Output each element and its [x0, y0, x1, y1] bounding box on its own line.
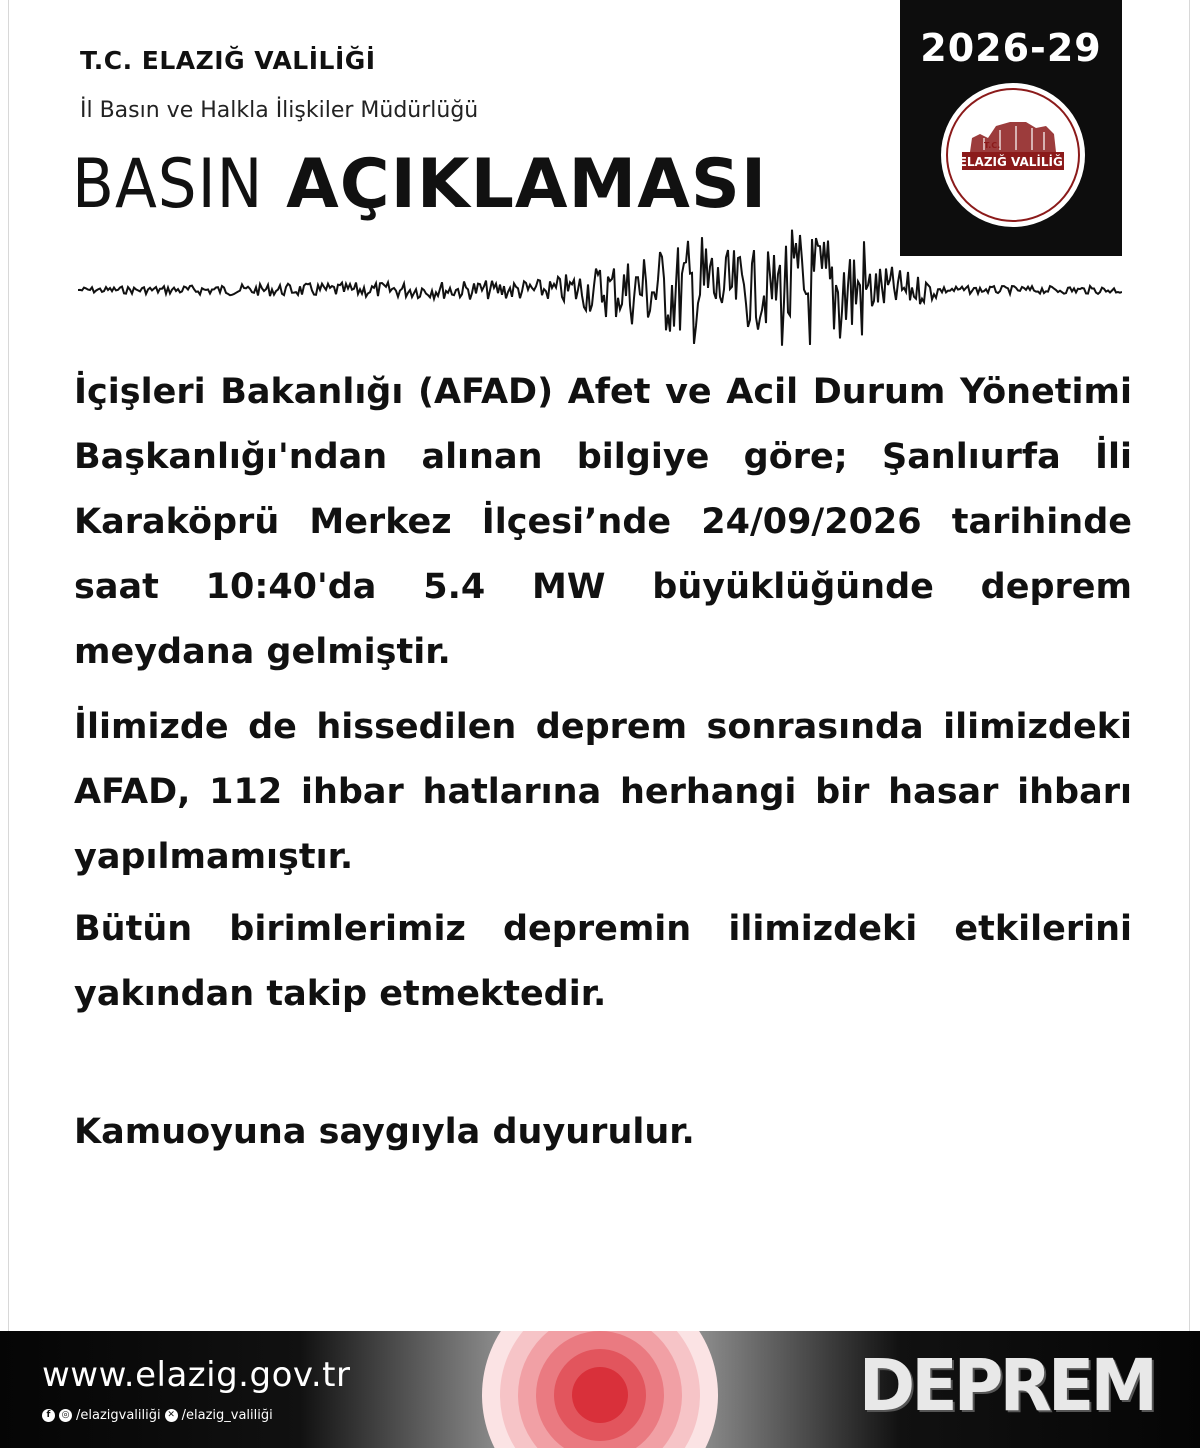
- social-handle-1[interactable]: /elazigvaliliği: [76, 1408, 161, 1423]
- announcement-code: 2026-29: [920, 26, 1102, 70]
- earthquake-rings-icon: [440, 1331, 760, 1448]
- paragraph-1: İçişleri Bakanlığı (AFAD) Afet ve Acil Durum Yönetimi Başkanlığı'ndan alınan bilgiye göre; Şanlıurfa İli Karaköprü Merkez İlçesi’nde 24/09/2026 tarihinde saat 10:40'da 5.4 MW büyüklüğünde deprem meydana gelmiştir.: [74, 372, 1132, 672]
- logo-small-text: T.C.: [984, 141, 1001, 150]
- deprem-label: DEPREM: [858, 1345, 1154, 1428]
- website-link[interactable]: www.elazig.gov.tr: [42, 1355, 351, 1395]
- facebook-icon[interactable]: f: [42, 1409, 55, 1422]
- paragraph-2: İlimizde de hissedilen deprem sonrasında ilimizdeki AFAD, 112 ihbar hatlarına herhangi bir hasar ihbarı yapılmamıştır.: [74, 707, 1132, 877]
- org-subtitle: İl Basın ve Halkla İlişkiler Müdürlüğü: [80, 98, 479, 123]
- footer: [0, 1331, 1200, 1448]
- announcement-badge: [900, 0, 1122, 256]
- paragraph-3: Bütün birimlerimiz depremin ilimizdeki etkilerini yakından takip etmektedir.: [74, 909, 1132, 1014]
- x-icon[interactable]: ✕: [165, 1409, 178, 1422]
- social-handle-2[interactable]: /elazig_valiliği: [181, 1408, 273, 1423]
- headline-bold: AÇIKLAMASI: [286, 145, 768, 224]
- social-links: [42, 1408, 273, 1423]
- logo-text: ELAZIĞ VALİLİĞİ: [958, 155, 1068, 169]
- seismograph-line: [78, 220, 1122, 350]
- org-title: T.C. ELAZIĞ VALİLİĞİ: [80, 46, 376, 75]
- closing-line: Kamuoyuna saygıyla duyurulur.: [74, 1112, 695, 1152]
- governorship-logo: [940, 82, 1086, 228]
- page-title: [72, 140, 767, 230]
- headline-light: BASIN: [72, 145, 264, 224]
- instagram-icon[interactable]: ◎: [59, 1409, 72, 1422]
